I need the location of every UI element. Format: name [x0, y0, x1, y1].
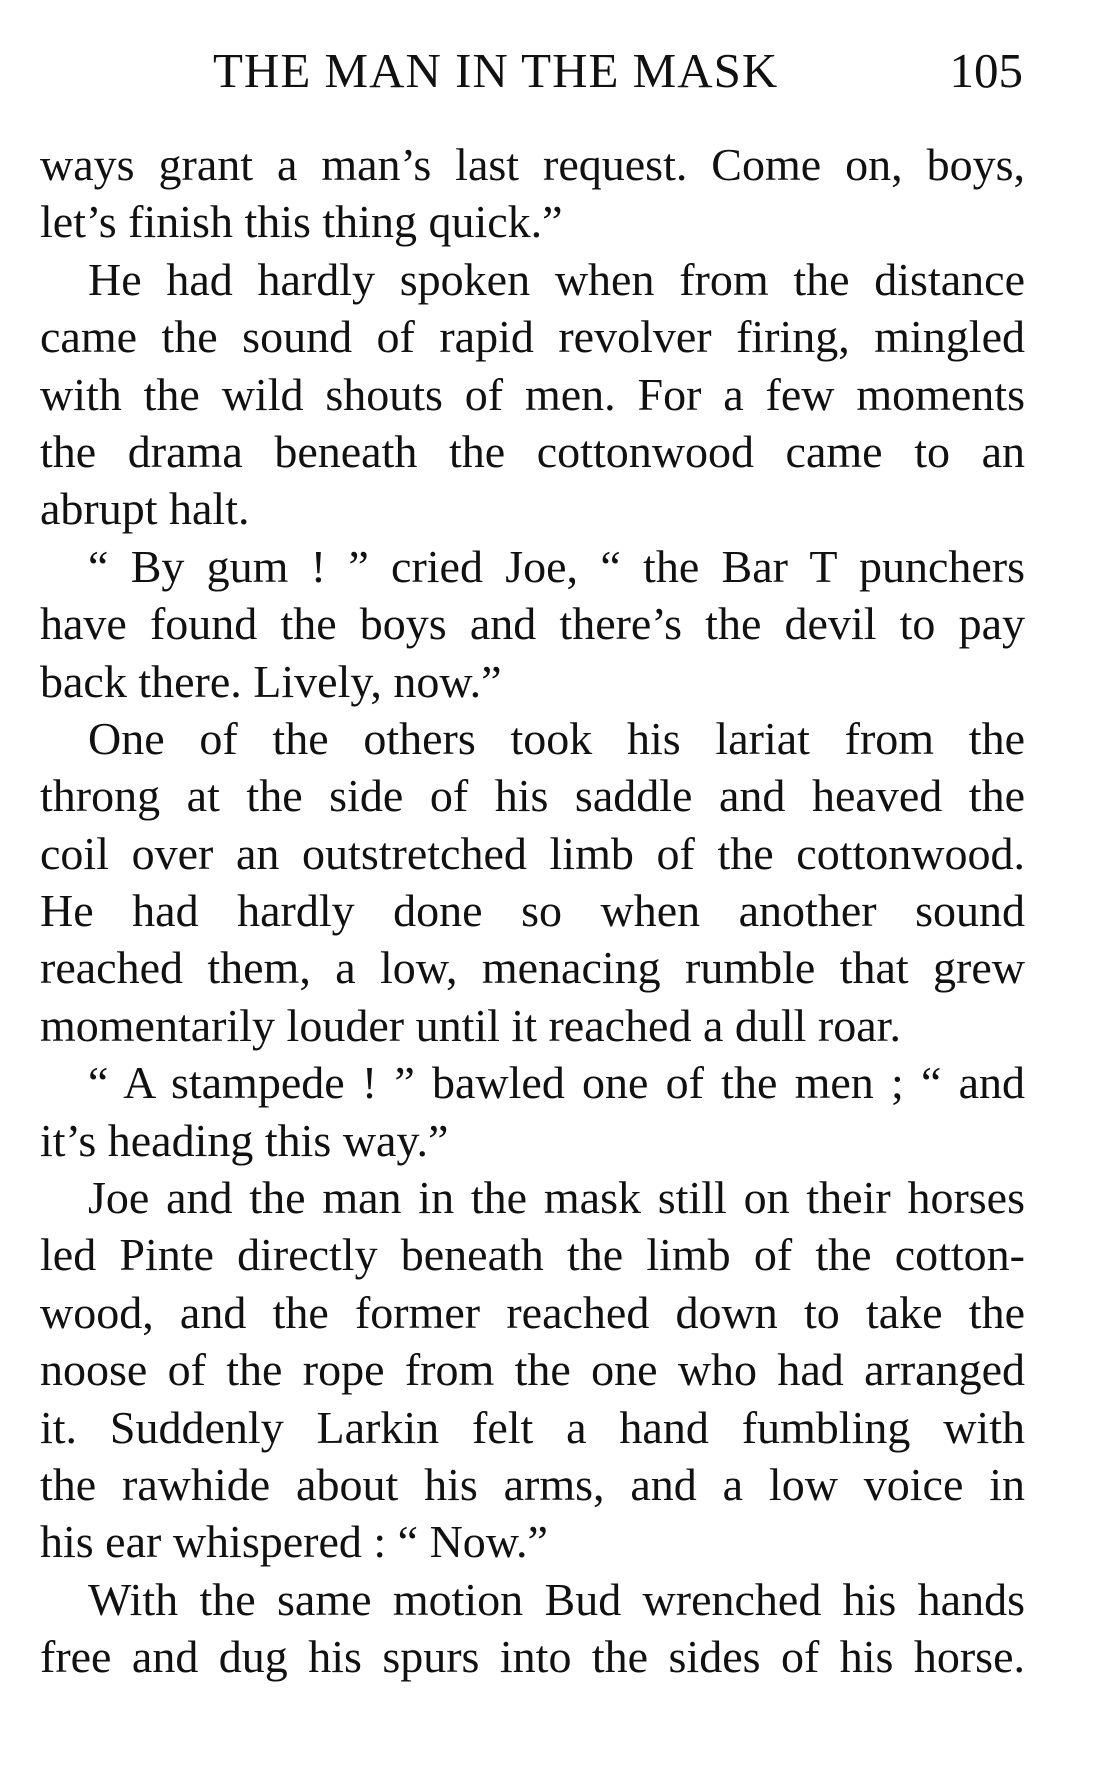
- text-line: “ A stampede ! ” bawled one of the men ; “ and: [88, 1057, 1025, 1109]
- text-line: the drama beneath the cottonwood came to an: [40, 425, 1025, 477]
- text-line: have found the boys and there’s the devil to pay: [40, 598, 1025, 650]
- text-line: it. Suddenly Larkin felt a hand fumbling with: [40, 1401, 1025, 1453]
- text-line: back there. Lively, now.”: [40, 655, 502, 707]
- text-line: He had hardly spoken when from the distance: [88, 253, 1025, 305]
- text-line: ways grant a man’s last request. Come on, boys,: [40, 139, 1025, 190]
- running-header: [40, 42, 1025, 102]
- text-line: coil over an outstretched limb of the cottonwood.: [40, 827, 1025, 879]
- text-line: led Pinte directly beneath the limb of the cotton-: [40, 1229, 1025, 1281]
- text-line: with the wild shouts of men. For a few moments: [40, 368, 1025, 420]
- text-line: it’s heading this way.”: [40, 1114, 449, 1166]
- text-line: momentarily louder until it reached a dull roar.: [40, 999, 901, 1051]
- text-line: reached them, a low, menacing rumble that grew: [40, 942, 1025, 994]
- text-line: He had hardly done so when another sound: [40, 885, 1025, 937]
- text-line: Joe and the man in the mask still on their horses: [88, 1172, 1025, 1224]
- text-line: With the same motion Bud wrenched his hands: [88, 1573, 1025, 1625]
- text-line: “ By gum ! ” cried Joe, “ the Bar T punchers: [88, 540, 1025, 592]
- text-line: the rawhide about his arms, and a low voice in: [40, 1458, 1025, 1510]
- body-text: [40, 136, 1025, 1686]
- running-title: THE MAN IN THE MASK: [213, 43, 779, 98]
- text-line: One of the others took his lariat from the: [88, 712, 1025, 764]
- text-line: wood, and the former reached down to take the: [40, 1286, 1025, 1338]
- text-line: came the sound of rapid revolver firing, mingled: [40, 311, 1025, 363]
- text-line: throng at the side of his saddle and heaved the: [40, 770, 1025, 822]
- text-line: noose of the rope from the one who had arranged: [40, 1344, 1025, 1396]
- text-line: his ear whispered : “ Now.”: [40, 1516, 548, 1568]
- text-line: free and dug his spurs into the sides of his horse.: [40, 1631, 1025, 1683]
- text-line: abrupt halt.: [40, 483, 250, 535]
- book-page: [40, 0, 1025, 1777]
- text-line: let’s finish this thing quick.”: [40, 196, 563, 248]
- page-number: 105: [949, 43, 1023, 98]
